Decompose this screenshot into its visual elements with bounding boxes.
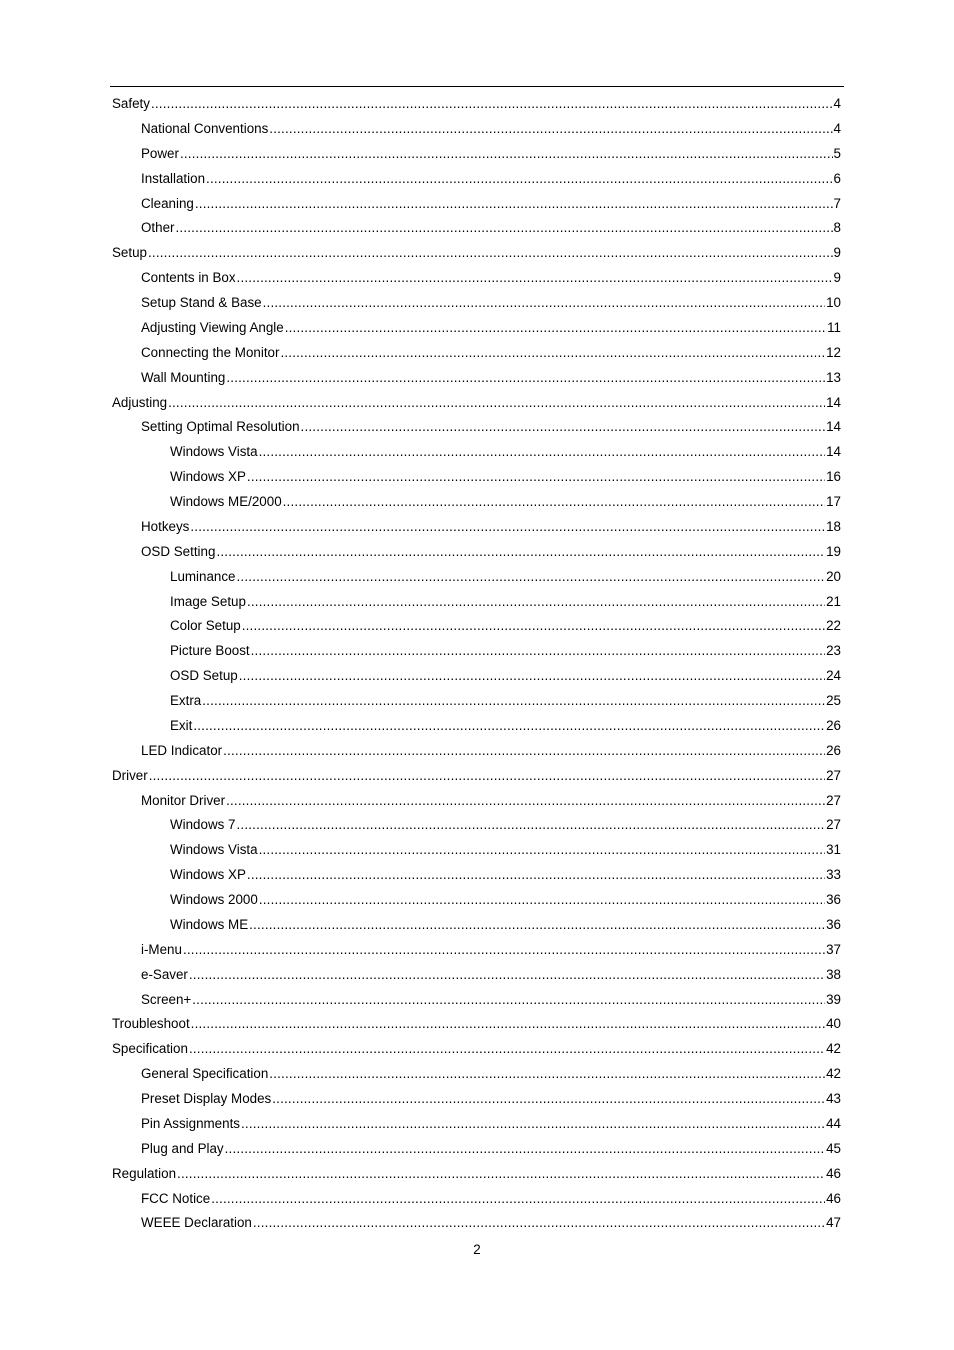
toc-dot-leader (151, 92, 833, 117)
toc-entry-title: Color Setup (170, 618, 241, 634)
toc-dot-leader (180, 142, 833, 167)
toc-entry-page: 33 (826, 867, 841, 883)
toc-dot-leader (269, 117, 832, 142)
toc-entry[interactable] (112, 490, 841, 515)
toc-entry[interactable] (112, 739, 841, 764)
toc-entry-page: 16 (826, 469, 841, 485)
toc-entry-title: LED Indicator (141, 742, 223, 758)
toc-entry[interactable] (112, 192, 841, 217)
toc-entry-title: Troubleshoot (112, 1016, 190, 1032)
toc-entry-title: Setup (112, 245, 147, 261)
toc-dot-leader (247, 863, 825, 888)
toc-entry-page: 13 (826, 369, 841, 385)
toc-entry[interactable] (112, 664, 841, 689)
table-of-contents (112, 92, 841, 1236)
toc-entry-page: 43 (826, 1091, 841, 1106)
toc-entry-title: Luminance (170, 568, 236, 584)
toc-dot-leader (247, 465, 825, 490)
toc-entry[interactable] (112, 888, 841, 913)
toc-entry-page: 36 (826, 916, 841, 932)
toc-entry[interactable] (112, 366, 841, 391)
toc-entry-page: 12 (826, 344, 841, 360)
toc-entry-title: Pin Assignments (141, 1115, 240, 1131)
toc-entry[interactable] (112, 1062, 841, 1087)
toc-entry-page: 42 (826, 1066, 841, 1082)
toc-entry-page: 26 (826, 742, 841, 758)
toc-entry[interactable] (112, 465, 841, 490)
toc-dot-leader (226, 789, 825, 814)
toc-entry-title: Image Setup (170, 593, 246, 609)
toc-entry-title: Adjusting Viewing Angle (141, 319, 284, 335)
toc-dot-leader (211, 1187, 825, 1212)
toc-dot-leader (237, 565, 826, 590)
toc-entry-title: Wall Mounting (141, 369, 226, 385)
toc-entry-page: 24 (826, 668, 841, 684)
toc-entry-title: FCC Notice (141, 1190, 211, 1206)
toc-entry-page: 8 (833, 220, 841, 236)
toc-entry-page: 23 (826, 643, 841, 659)
toc-entry[interactable] (112, 515, 841, 540)
toc-top-rule (110, 86, 844, 87)
toc-entry-title: Windows ME (170, 916, 249, 932)
toc-dot-leader (269, 1062, 825, 1087)
toc-entry-page: 22 (826, 618, 841, 634)
toc-dot-leader (193, 714, 825, 739)
toc-entry[interactable] (112, 813, 841, 838)
toc-entry[interactable] (112, 1162, 841, 1187)
toc-entry[interactable] (112, 963, 841, 988)
toc-entry-title: OSD Setup (170, 668, 238, 684)
toc-dot-leader (176, 216, 833, 241)
toc-entry[interactable] (112, 764, 841, 789)
toc-dot-leader (226, 366, 825, 391)
toc-entry[interactable] (112, 689, 841, 714)
toc-entry-page: 5 (833, 145, 841, 161)
toc-entry-title: Windows Vista (170, 842, 258, 858)
toc-entry-title: Exit (170, 717, 193, 733)
toc-dot-leader (149, 764, 825, 789)
toc-dot-leader (283, 490, 825, 515)
toc-entry[interactable] (112, 1087, 841, 1112)
toc-entry-title: WEEE Declaration (141, 1215, 252, 1231)
toc-entry-page: 42 (826, 1041, 841, 1057)
toc-entry-title: Cleaning (141, 195, 194, 211)
toc-entry-page: 39 (826, 991, 841, 1007)
toc-entry[interactable] (112, 92, 841, 117)
toc-entry[interactable] (112, 1211, 841, 1236)
toc-dot-leader (192, 988, 825, 1013)
toc-dot-leader (263, 291, 825, 316)
toc-entry[interactable] (112, 440, 841, 465)
toc-entry[interactable] (112, 838, 841, 863)
toc-entry-title: Windows 2000 (170, 892, 258, 907)
toc-dot-leader (195, 192, 833, 217)
toc-entry-title: Setting Optimal Resolution (141, 419, 300, 435)
toc-entry-page: 31 (826, 842, 841, 858)
toc-dot-leader (237, 813, 826, 838)
toc-entry-title: i-Menu (141, 941, 182, 957)
toc-dot-leader (251, 639, 825, 664)
toc-entry-page: 27 (826, 767, 841, 783)
toc-entry-page: 17 (826, 494, 841, 509)
toc-entry-title: Windows 7 (170, 817, 236, 833)
toc-entry[interactable] (112, 291, 841, 316)
toc-entry-page: 27 (826, 817, 841, 833)
toc-entry-title: Monitor Driver (141, 792, 226, 808)
toc-entry[interactable] (112, 167, 841, 192)
toc-entry-page: 46 (826, 1190, 841, 1206)
toc-dot-leader (216, 540, 825, 565)
toc-entry[interactable] (112, 988, 841, 1013)
toc-entry[interactable] (112, 1112, 841, 1137)
toc-entry[interactable] (112, 590, 841, 615)
toc-dot-leader (249, 913, 825, 938)
toc-entry[interactable] (112, 1037, 841, 1062)
toc-entry-title: Preset Display Modes (141, 1091, 272, 1106)
toc-entry[interactable] (112, 1012, 841, 1037)
toc-entry-page: 37 (826, 941, 841, 957)
toc-entry-page: 4 (833, 120, 841, 136)
toc-entry[interactable] (112, 938, 841, 963)
toc-dot-leader (225, 1137, 825, 1162)
toc-dot-leader (280, 341, 825, 366)
toc-entry-page: 4 (833, 96, 841, 111)
toc-entry-title: General Specification (141, 1066, 269, 1082)
toc-entry-title: Picture Boost (170, 643, 250, 659)
toc-entry-page: 26 (826, 717, 841, 733)
toc-entry[interactable] (112, 117, 841, 142)
toc-dot-leader (301, 415, 826, 440)
toc-entry[interactable] (112, 266, 841, 291)
toc-entry-page: 14 (826, 394, 841, 410)
toc-entry-title: Installation (141, 170, 206, 186)
toc-dot-leader (189, 963, 825, 988)
toc-entry[interactable] (112, 216, 841, 241)
toc-entry-title: Windows Vista (170, 444, 258, 460)
toc-entry-page: 7 (833, 195, 841, 211)
toc-entry-page: 40 (826, 1016, 841, 1032)
toc-entry-title: Power (141, 145, 179, 161)
toc-entry-page: 9 (833, 270, 841, 286)
toc-dot-leader (202, 689, 825, 714)
toc-dot-leader (190, 515, 825, 540)
toc-entry-page: 21 (826, 593, 841, 609)
toc-entry-page: 27 (826, 792, 841, 808)
toc-entry[interactable] (112, 1137, 841, 1162)
toc-entry-page: 11 (827, 319, 841, 335)
toc-entry[interactable] (112, 316, 841, 341)
toc-dot-leader (223, 739, 825, 764)
toc-entry-page: 45 (826, 1140, 841, 1156)
toc-entry-page: 19 (826, 543, 841, 559)
toc-entry-page: 14 (826, 419, 841, 435)
toc-dot-leader (237, 266, 833, 291)
toc-entry-title: Windows XP (170, 469, 246, 485)
toc-entry[interactable] (112, 565, 841, 590)
toc-entry-page: 20 (826, 568, 841, 584)
toc-entry[interactable] (112, 1187, 841, 1212)
toc-entry[interactable] (112, 341, 841, 366)
toc-entry-page: 38 (826, 966, 841, 982)
toc-entry[interactable] (112, 789, 841, 814)
toc-entry-title: OSD Setting (141, 543, 216, 559)
toc-dot-leader (272, 1087, 825, 1112)
toc-dot-leader (206, 167, 833, 192)
toc-entry-title: Setup Stand & Base (141, 295, 262, 310)
toc-entry-page: 44 (826, 1115, 841, 1131)
toc-entry[interactable] (112, 614, 841, 639)
toc-dot-leader (239, 664, 825, 689)
toc-dot-leader (259, 440, 826, 465)
toc-entry-title: Extra (170, 693, 202, 708)
toc-dot-leader (189, 1037, 825, 1062)
page-number: 2 (473, 1242, 481, 1257)
toc-dot-leader (177, 1162, 825, 1187)
toc-entry-page: 10 (826, 295, 841, 310)
toc-dot-leader (148, 241, 833, 266)
toc-dot-leader (259, 888, 825, 913)
toc-entry-title: Specification (112, 1041, 188, 1057)
toc-entry-title: Screen+ (141, 991, 192, 1007)
toc-entry-title: Safety (112, 96, 150, 111)
toc-entry-title: Driver (112, 767, 148, 783)
toc-dot-leader (247, 590, 825, 615)
toc-entry[interactable] (112, 913, 841, 938)
toc-entry-title: e-Saver (141, 966, 188, 982)
toc-dot-leader (241, 1112, 825, 1137)
toc-entry-title: Connecting the Monitor (141, 344, 280, 360)
toc-entry[interactable] (112, 241, 841, 266)
toc-entry[interactable] (112, 540, 841, 565)
toc-entry-title: Regulation (112, 1165, 177, 1181)
toc-entry-title: Windows XP (170, 867, 246, 883)
toc-entry[interactable] (112, 391, 841, 416)
toc-dot-leader (242, 614, 825, 639)
toc-entry-title: Adjusting (112, 394, 168, 410)
toc-dot-leader (183, 938, 825, 963)
toc-entry-page: 6 (833, 170, 841, 186)
toc-dot-leader (191, 1012, 825, 1037)
toc-entry-page: 14 (826, 444, 841, 460)
toc-entry-page: 18 (826, 518, 841, 534)
toc-entry-title: Contents in Box (141, 270, 236, 286)
toc-entry-page: 36 (826, 892, 841, 907)
toc-entry-page: 47 (826, 1215, 841, 1231)
toc-entry[interactable] (112, 714, 841, 739)
toc-entry[interactable] (112, 142, 841, 167)
toc-entry-page: 9 (833, 245, 841, 261)
toc-entry-title: National Conventions (141, 120, 269, 136)
toc-entry[interactable] (112, 863, 841, 888)
toc-entry-title: Hotkeys (141, 518, 190, 534)
toc-dot-leader (285, 316, 826, 341)
toc-entry[interactable] (112, 415, 841, 440)
toc-entry-page: 46 (826, 1165, 841, 1181)
toc-dot-leader (168, 391, 825, 416)
toc-entry-title: Windows ME/2000 (170, 494, 282, 509)
toc-entry-page: 25 (826, 693, 841, 708)
toc-entry-title: Plug and Play (141, 1140, 224, 1156)
toc-entry-title: Other (141, 220, 175, 236)
toc-dot-leader (259, 838, 826, 863)
toc-dot-leader (253, 1211, 825, 1236)
toc-entry[interactable] (112, 639, 841, 664)
